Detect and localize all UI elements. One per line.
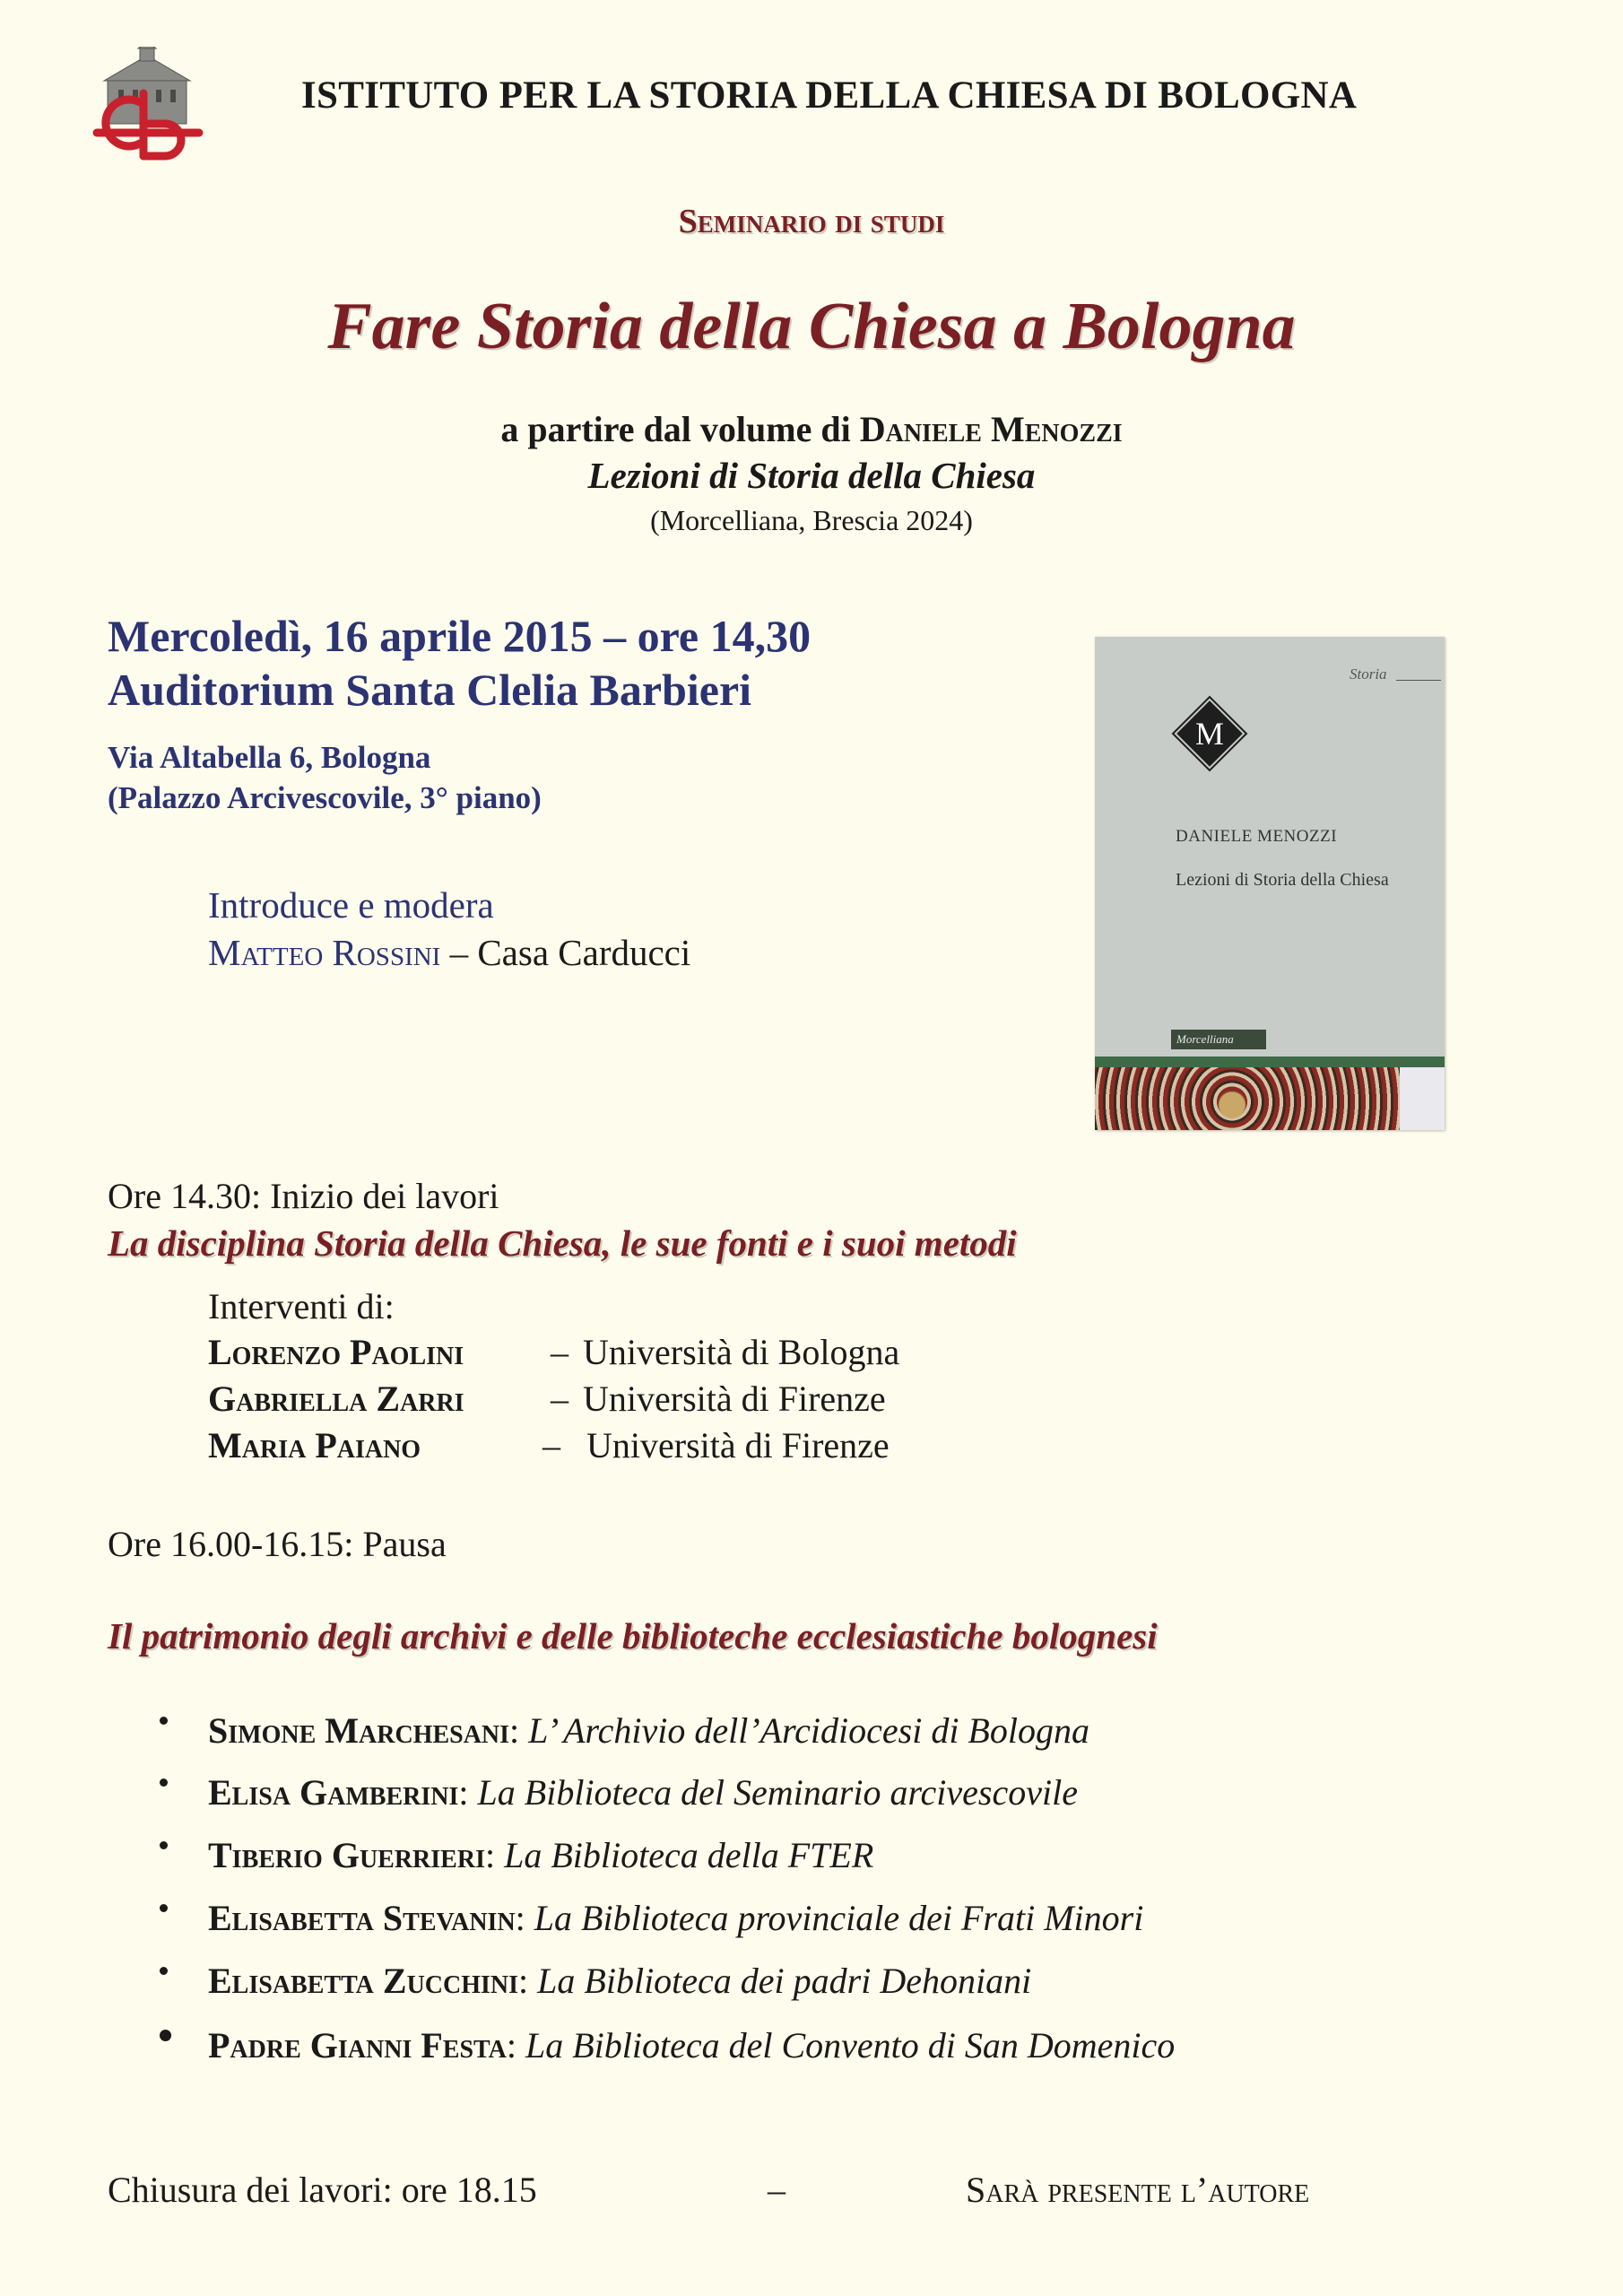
talk-speaker: Simone Marchesani — [208, 1710, 510, 1751]
speaker-dash: – — [551, 1332, 568, 1372]
talk-speaker: Tiberio Guerrieri — [208, 1835, 485, 1875]
talk-entry: Elisa Gamberini: La Biblioteca del Seminario arcivescovile — [208, 1772, 1078, 1813]
moderator-affiliation: – Casa Carducci — [440, 932, 691, 973]
institute-name: ISTITUTO PER LA STORIA DELLA CHIESA DI BOLOGNA — [301, 74, 1358, 117]
talk-title: L’ Archivio dell’Arcidiocesi di Bologna — [528, 1710, 1089, 1751]
cover-publisher: Morcelliana — [1171, 1030, 1266, 1049]
bullet-icon — [160, 1841, 168, 1849]
footer-dash: – — [768, 2170, 785, 2210]
speaker-affiliation: Università di Bologna — [583, 1332, 900, 1372]
talk-entry: Padre Gianni Festa: La Biblioteca del Convento di San Domenico — [208, 2025, 1176, 2066]
pause-line: Ore 16.00-16.15: Pausa — [108, 1524, 447, 1564]
cover-monogram: M — [1194, 716, 1224, 752]
volume-intro-line — [0, 408, 1623, 450]
bullet-icon — [160, 2030, 171, 2041]
talk-title: La Biblioteca dei padri Dehoniani — [537, 1961, 1032, 2001]
cover-series-rule — [1396, 680, 1441, 681]
seminar-label: Seminario di studi — [678, 203, 945, 240]
talk-entry: Elisabetta Stevanin: La Biblioteca provinciale dei Frati Minori — [208, 1898, 1144, 1938]
event-venue: Auditorium Santa Clelia Barbieri — [108, 665, 752, 715]
publisher: (Morcelliana, Brescia 2024) — [650, 504, 973, 536]
church-cb-logo-icon — [88, 47, 206, 163]
author-present-note: Sarà presente l’autore — [966, 2170, 1310, 2210]
talk-speaker: Padre Gianni Festa — [208, 2025, 507, 2066]
event-building: (Palazzo Arcivescovile, 3° piano) — [108, 780, 542, 815]
book-title: Lezioni di Storia della Chiesa — [587, 455, 1036, 496]
moderator-name: Matteo Rossini — [208, 932, 441, 973]
cover-artwork — [1095, 1067, 1400, 1130]
event-address: Via Altabella 6, Bologna — [108, 740, 431, 775]
talk-title: La Biblioteca del Convento di San Domenico — [525, 2025, 1176, 2066]
talk-title: La Biblioteca del Seminario arcivescovile — [477, 1772, 1078, 1813]
talk-speaker: Elisa Gamberini — [208, 1772, 459, 1813]
talk-speaker: Elisabetta Zucchini — [208, 1961, 519, 2001]
speaker-dash: – — [551, 1378, 568, 1419]
moderator-line — [208, 931, 690, 974]
cover-side-strip — [1400, 1067, 1445, 1130]
bullet-icon — [160, 1717, 168, 1725]
bullet-icon — [160, 1779, 168, 1787]
volume-author: Daniele Menozzi — [859, 409, 1123, 449]
volume-intro: a partire dal volume di — [500, 409, 851, 449]
cover-title: Lezioni di Storia della Chiesa — [1176, 870, 1389, 890]
speaker-name: Maria Paiano — [208, 1425, 421, 1465]
talk-title: La Biblioteca della FTER — [504, 1835, 874, 1875]
event-date-time: Mercoledì, 16 aprile 2015 – ore 14,30 — [108, 611, 812, 661]
talk-entry: Tiberio Guerrieri: La Biblioteca della FTER — [208, 1835, 874, 1875]
moderator-label: Introduce e modera — [208, 884, 494, 926]
speaker-affiliation: Università di Firenze — [586, 1425, 890, 1465]
speakers-label: Interventi di: — [208, 1286, 395, 1326]
bullet-icon — [160, 1967, 168, 1975]
cover-green-bar — [1095, 1057, 1445, 1067]
session1-start: Ore 14.30: Inizio dei lavori — [108, 1176, 499, 1216]
bullet-icon — [160, 1904, 168, 1912]
talk-speaker: Elisabetta Stevanin — [208, 1898, 516, 1938]
event-title: Fare Storia della Chiesa a Bologna — [327, 290, 1296, 363]
speaker-name: Gabriella Zarri — [208, 1378, 464, 1419]
speaker-name: Lorenzo Paolini — [208, 1332, 464, 1372]
book-cover-image — [1095, 637, 1445, 1130]
talk-entry: Simone Marchesani: L’ Archivio dell’Arcidiocesi di Bologna — [208, 1710, 1089, 1751]
talk-entry: Elisabetta Zucchini: La Biblioteca dei padri Dehoniani — [208, 1961, 1032, 2001]
cover-author: DANIELE MENOZZI — [1176, 827, 1338, 846]
session2-topic: Il patrimonio degli archivi e delle biblioteche ecclesiastiche bolognesi — [108, 1615, 1158, 1657]
talk-title: La Biblioteca provinciale dei Frati Minori — [534, 1898, 1144, 1938]
session1-topic: La disciplina Storia della Chiesa, le sue fonti e i suoi metodi — [108, 1222, 1017, 1264]
speaker-affiliation: Università di Firenze — [583, 1378, 886, 1419]
cover-series: Storia — [1350, 665, 1387, 683]
speaker-dash: – — [542, 1425, 560, 1465]
closing-time: Chiusura dei lavori: ore 18.15 — [108, 2170, 537, 2210]
